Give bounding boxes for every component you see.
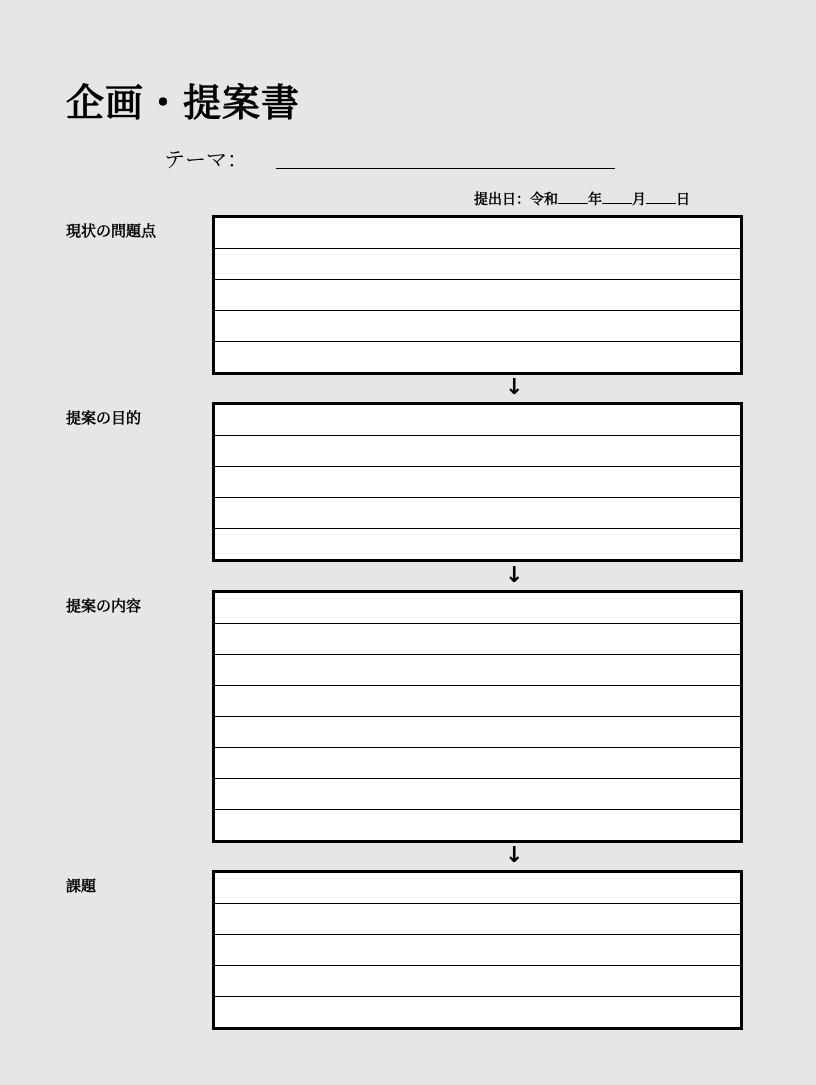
writing-row[interactable] [215, 436, 740, 467]
month-suffix: 月 [632, 192, 646, 208]
year-blank[interactable] [558, 190, 588, 204]
page-title: 企画・提案書 [66, 81, 301, 125]
down-arrow-icon: ↓ [505, 375, 524, 400]
submission-date [474, 190, 690, 210]
writing-row[interactable] [215, 498, 740, 529]
writing-row[interactable] [215, 624, 740, 655]
writing-row[interactable] [215, 686, 740, 717]
writing-row[interactable] [215, 218, 740, 249]
day-blank[interactable] [646, 190, 676, 204]
writing-row[interactable] [215, 748, 740, 779]
date-label: 提出日：令和 [474, 192, 558, 208]
down-arrow-icon: ↓ [505, 563, 524, 588]
writing-row[interactable] [215, 779, 740, 810]
writing-row[interactable] [215, 405, 740, 436]
writing-row[interactable] [215, 873, 740, 904]
section-box-proposal-purpose [212, 402, 743, 562]
writing-row[interactable] [215, 529, 740, 560]
day-suffix: 日 [676, 192, 690, 208]
writing-row[interactable] [215, 935, 740, 966]
down-arrow-icon: ↓ [505, 843, 524, 868]
writing-row[interactable] [215, 810, 740, 841]
writing-row[interactable] [215, 280, 740, 311]
section-label-current-problems: 現状の問題点 [66, 222, 157, 240]
section-label-proposal-content: 提案の内容 [66, 597, 142, 615]
writing-row[interactable] [215, 467, 740, 498]
writing-row[interactable] [215, 904, 740, 935]
section-box-current-problems [212, 215, 743, 375]
theme-label: テーマ： [164, 148, 248, 172]
section-box-issues [212, 870, 743, 1030]
section-box-proposal-content [212, 590, 743, 843]
section-label-issues: 課題 [66, 877, 97, 895]
writing-row[interactable] [215, 342, 740, 373]
writing-row[interactable] [215, 249, 740, 280]
writing-row[interactable] [215, 717, 740, 748]
year-suffix: 年 [588, 192, 602, 208]
writing-row[interactable] [215, 593, 740, 624]
section-label-proposal-purpose: 提案の目的 [66, 409, 142, 427]
writing-row[interactable] [215, 655, 740, 686]
month-blank[interactable] [602, 190, 632, 204]
theme-input-line[interactable] [276, 168, 615, 169]
writing-row[interactable] [215, 311, 740, 342]
writing-row[interactable] [215, 997, 740, 1028]
writing-row[interactable] [215, 966, 740, 997]
